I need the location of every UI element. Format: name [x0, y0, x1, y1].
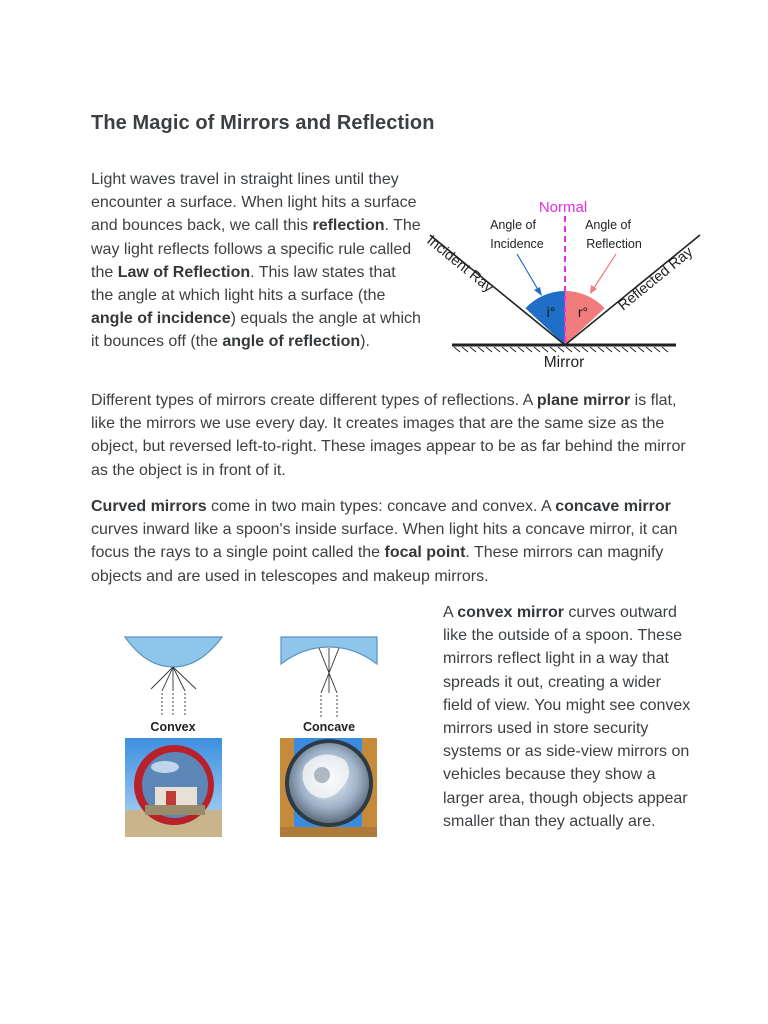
bold-term-concave-mirror: concave mirror: [555, 498, 671, 515]
bold-term-curved-mirrors: Curved mirrors: [91, 498, 207, 515]
reflection-diagram: [420, 190, 720, 380]
bold-term-angle-of-incidence: angle of incidence: [91, 310, 231, 328]
text-run: ) equals the angle at which it bounces off (the: [91, 310, 421, 351]
text-run: . The way light reflects follows a specific rule called the: [91, 217, 421, 281]
text-run: curves inward like a spoon's inside surface. When light hits a concave mirror, it can focus the rays to a single point called the: [91, 521, 678, 562]
text-run: A: [443, 604, 458, 621]
normal-label: Normal: [538, 199, 588, 216]
text-run: Different types of mirrors create different types of reflections. A: [91, 392, 537, 409]
paragraph-curved-mirrors: [91, 495, 691, 588]
reflection-pointer-head: [590, 285, 597, 294]
angle-of-incidence-label-line1: Angle of: [490, 218, 536, 232]
bold-term-focal-point: focal point: [384, 544, 466, 562]
i-degree-label: i°: [546, 304, 556, 320]
text-run: is flat, like the mirrors we use every day. It creates images that are the same size as the object, but reversed left-to-right. These images appear to be as far behind the mirror as the object is in front of it.: [91, 392, 686, 479]
incidence-pointer-head: [534, 287, 542, 296]
convex-concave-figure: [100, 615, 400, 850]
paragraph-law-of-reflection: [91, 168, 421, 354]
incidence-pointer: [517, 254, 540, 293]
angle-of-incidence-label-line2: Incidence: [490, 237, 544, 251]
convex-rays: [151, 667, 196, 717]
text-run: . This law states that the angle at which light hits a surface (the: [91, 263, 396, 305]
convex-mirror-photo: [125, 738, 222, 837]
concave-rays: [319, 648, 339, 717]
angle-of-reflection-label-line1: Angle of: [585, 218, 631, 232]
text-run: curves outward like the outside of a spoon. These mirrors reflect light in a way that spreads it out, creating a wider field of view. You might see convex mirrors used in store security systems or as side-view mirrors on vehicles because they show a larger area, though objects appear smaller than they actually are.: [443, 604, 691, 830]
angle-of-reflection-label-line2: Reflection: [586, 237, 642, 251]
r-degree-label: r°: [577, 304, 589, 320]
convex-label: Convex: [150, 720, 196, 734]
text-run: come in two main types: concave and convex. A: [206, 498, 556, 515]
bold-term-plane-mirror: plane mirror: [536, 392, 631, 409]
text-run: . These mirrors can magnify objects and are used in telescopes and makeup mirrors.: [91, 544, 664, 585]
mirror-label: Mirror: [543, 354, 585, 371]
bold-term-convex-mirror: convex mirror: [457, 604, 564, 621]
incident-ray-label: Incident Ray: [423, 232, 497, 297]
concave-mirror-photo: [280, 738, 377, 837]
text-run: ).: [360, 333, 370, 351]
concave-label: Concave: [302, 720, 356, 734]
reflection-pointer: [592, 254, 616, 291]
page-title: The Magic of Mirrors and Reflection: [91, 112, 435, 134]
paragraph-convex-mirror: [443, 601, 693, 833]
mirror-hatching: [454, 347, 668, 352]
bold-term-reflection: reflection: [312, 217, 385, 235]
bold-term-law-of-reflection: Law of Reflection: [117, 263, 251, 281]
convex-mirror-shape: [125, 637, 222, 667]
reflected-ray-label: Reflected Ray: [615, 244, 697, 315]
bold-term-angle-of-reflection: angle of reflection: [222, 333, 361, 351]
text-run: Light waves travel in straight lines until they encounter a surface. When light hits a surface and bounces back, we call this: [91, 171, 417, 235]
paragraph-plane-mirror: [91, 389, 691, 482]
